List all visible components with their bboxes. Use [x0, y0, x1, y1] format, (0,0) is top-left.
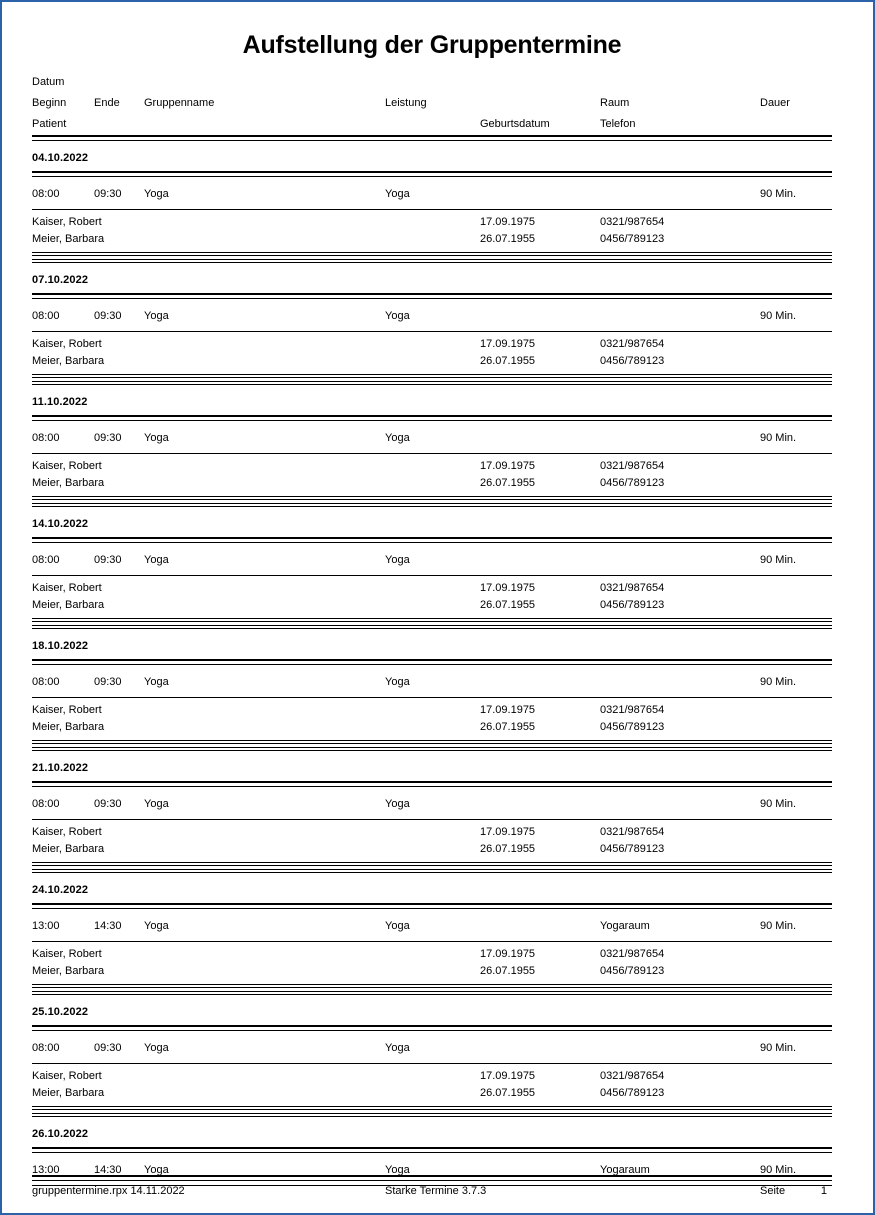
- appointment-dauer: 90 Min.: [760, 1163, 797, 1176]
- header-beginn: Beginn: [32, 96, 67, 109]
- patient-telefon: 0321/987654: [600, 337, 665, 350]
- header-telefon: Telefon: [600, 117, 636, 130]
- patient-name: Meier, Barbara: [32, 598, 105, 611]
- patient-row: [32, 1068, 832, 1085]
- patient-row: [32, 1085, 832, 1102]
- appointment-beginn: 08:00: [32, 187, 60, 200]
- appointment-beginn: 08:00: [32, 431, 60, 444]
- patient-telefon: 0456/789123: [600, 1086, 665, 1099]
- header-gruppenname: Gruppenname: [144, 96, 215, 109]
- patient-geburtsdatum: 26.07.1955: [480, 232, 536, 245]
- patient-geburtsdatum: 26.07.1955: [480, 476, 536, 489]
- group-date: 18.10.2022: [32, 639, 89, 652]
- patient-geburtsdatum: 26.07.1955: [480, 720, 536, 733]
- appointment-ende: 14:30: [94, 1163, 122, 1176]
- patient-row: [32, 824, 832, 841]
- appointment-leistung: Yoga: [385, 1163, 410, 1176]
- appointment-row: [32, 792, 832, 816]
- appointment-gruppenname: Yoga: [144, 553, 169, 566]
- patient-telefon: 0456/789123: [600, 720, 665, 733]
- patient-name: Meier, Barbara: [32, 1086, 105, 1099]
- patient-name: Meier, Barbara: [32, 720, 105, 733]
- patient-geburtsdatum: 17.09.1975: [480, 703, 536, 716]
- group-date: 04.10.2022: [32, 151, 89, 164]
- patient-geburtsdatum: 26.07.1955: [480, 1086, 536, 1099]
- page-content: [32, 2, 832, 1215]
- header-row-datum: [32, 72, 832, 93]
- patient-row: [32, 963, 832, 980]
- appointment-gruppenname: Yoga: [144, 797, 169, 810]
- appointment-group: [32, 507, 832, 629]
- patient-row: [32, 597, 832, 614]
- footer-row: [32, 1181, 832, 1201]
- appointment-beginn: 08:00: [32, 309, 60, 322]
- patient-geburtsdatum: 17.09.1975: [480, 215, 536, 228]
- appointment-dauer: 90 Min.: [760, 675, 797, 688]
- footer-application: Starke Termine 3.7.3: [385, 1185, 487, 1197]
- header-ende: Ende: [94, 96, 120, 109]
- appointment-raum: Yogaraum: [600, 1163, 650, 1176]
- appointment-row: [32, 304, 832, 328]
- appointment-gruppenname: Yoga: [144, 1041, 169, 1054]
- appointment-ende: 09:30: [94, 675, 122, 688]
- group-date: 14.10.2022: [32, 517, 89, 530]
- group-date-row: [32, 635, 832, 657]
- appointment-dauer: 90 Min.: [760, 797, 797, 810]
- appointment-ende: 09:30: [94, 431, 122, 444]
- patient-geburtsdatum: 26.07.1955: [480, 598, 536, 611]
- appointment-group: [32, 263, 832, 385]
- appointment-leistung: Yoga: [385, 553, 410, 566]
- appointment-dauer: 90 Min.: [760, 553, 797, 566]
- patient-telefon: 0456/789123: [600, 232, 665, 245]
- group-date-row: [32, 1123, 832, 1145]
- appointment-dauer: 90 Min.: [760, 919, 797, 932]
- appointment-dauer: 90 Min.: [760, 1041, 797, 1054]
- patient-telefon: 0456/789123: [600, 964, 665, 977]
- patient-telefon: 0321/987654: [600, 215, 665, 228]
- patient-row: [32, 231, 832, 248]
- patient-name: Kaiser, Robert: [32, 459, 102, 472]
- appointment-leistung: Yoga: [385, 797, 410, 810]
- patient-geburtsdatum: 26.07.1955: [480, 354, 536, 367]
- appointment-dauer: 90 Min.: [760, 187, 797, 200]
- appointment-row: [32, 182, 832, 206]
- patient-telefon: 0321/987654: [600, 581, 665, 594]
- patient-telefon: 0321/987654: [600, 947, 665, 960]
- appointment-groups: [32, 141, 832, 1186]
- header-leistung: Leistung: [385, 96, 427, 109]
- appointment-ende: 14:30: [94, 919, 122, 932]
- appointment-beginn: 08:00: [32, 797, 60, 810]
- group-date-row: [32, 757, 832, 779]
- appointment-ende: 09:30: [94, 797, 122, 810]
- patient-name: Kaiser, Robert: [32, 1069, 102, 1082]
- appointment-ende: 09:30: [94, 553, 122, 566]
- patient-row: [32, 336, 832, 353]
- footer-page-number: 1: [820, 1185, 827, 1197]
- header-raum: Raum: [600, 96, 630, 109]
- appointment-beginn: 08:00: [32, 553, 60, 566]
- appointment-leistung: Yoga: [385, 309, 410, 322]
- patient-row: [32, 580, 832, 597]
- patient-telefon: 0456/789123: [600, 842, 665, 855]
- patient-telefon: 0321/987654: [600, 459, 665, 472]
- patient-row: [32, 719, 832, 736]
- patient-row: [32, 214, 832, 231]
- appointment-beginn: 13:00: [32, 1163, 60, 1176]
- patient-telefon: 0456/789123: [600, 598, 665, 611]
- appointment-beginn: 08:00: [32, 675, 60, 688]
- appointment-gruppenname: Yoga: [144, 309, 169, 322]
- appointment-group: [32, 141, 832, 263]
- patient-name: Meier, Barbara: [32, 476, 105, 489]
- patient-name: Kaiser, Robert: [32, 825, 102, 838]
- patient-geburtsdatum: 17.09.1975: [480, 1069, 536, 1082]
- appointment-leistung: Yoga: [385, 675, 410, 688]
- appointment-ende: 09:30: [94, 1041, 122, 1054]
- page-title: Aufstellung der Gruppentermine: [242, 31, 622, 59]
- header-patient: Patient: [32, 117, 67, 130]
- patient-row: [32, 702, 832, 719]
- appointment-gruppenname: Yoga: [144, 675, 169, 688]
- appointment-row: [32, 426, 832, 450]
- appointment-leistung: Yoga: [385, 187, 410, 200]
- patient-telefon: 0456/789123: [600, 476, 665, 489]
- footer-page-label: Seite: [760, 1185, 786, 1197]
- group-date: 25.10.2022: [32, 1005, 89, 1018]
- appointment-beginn: 08:00: [32, 1041, 60, 1054]
- patient-telefon: 0456/789123: [600, 354, 665, 367]
- appointment-dauer: 90 Min.: [760, 431, 797, 444]
- appointment-leistung: Yoga: [385, 1041, 410, 1054]
- table-column-headers: [32, 72, 832, 135]
- patient-telefon: 0321/987654: [600, 1069, 665, 1082]
- patient-geburtsdatum: 26.07.1955: [480, 964, 536, 977]
- group-date: 11.10.2022: [32, 395, 88, 408]
- appointment-gruppenname: Yoga: [144, 187, 169, 200]
- group-date-row: [32, 879, 832, 901]
- patient-geburtsdatum: 17.09.1975: [480, 581, 536, 594]
- patient-row: [32, 841, 832, 858]
- appointment-gruppenname: Yoga: [144, 1163, 169, 1176]
- patient-name: Meier, Barbara: [32, 964, 105, 977]
- group-date-row: [32, 147, 832, 169]
- patient-telefon: 0321/987654: [600, 825, 665, 838]
- header-dauer: Dauer: [760, 96, 790, 109]
- patient-geburtsdatum: 17.09.1975: [480, 337, 536, 350]
- appointment-group: [32, 751, 832, 873]
- header-row-patient: [32, 114, 832, 135]
- patient-name: Kaiser, Robert: [32, 947, 102, 960]
- appointment-group: [32, 385, 832, 507]
- group-date: 26.10.2022: [32, 1127, 89, 1140]
- group-date-row: [32, 513, 832, 535]
- patient-row: [32, 475, 832, 492]
- header-geburtsdatum: Geburtsdatum: [480, 117, 550, 130]
- patient-name: Kaiser, Robert: [32, 215, 102, 228]
- appointment-beginn: 13:00: [32, 919, 60, 932]
- patient-geburtsdatum: 17.09.1975: [480, 459, 536, 472]
- patient-name: Meier, Barbara: [32, 842, 105, 855]
- header-datum: Datum: [32, 75, 65, 88]
- patient-geburtsdatum: 17.09.1975: [480, 947, 536, 960]
- appointment-ende: 09:30: [94, 309, 122, 322]
- group-date-row: [32, 391, 832, 413]
- patient-name: Kaiser, Robert: [32, 581, 102, 594]
- page-footer: [32, 1175, 832, 1201]
- patient-name: Meier, Barbara: [32, 354, 105, 367]
- appointment-row: [32, 1036, 832, 1060]
- appointment-leistung: Yoga: [385, 919, 410, 932]
- appointment-gruppenname: Yoga: [144, 919, 169, 932]
- appointment-group: [32, 995, 832, 1117]
- appointment-row: [32, 670, 832, 694]
- patient-row: [32, 946, 832, 963]
- appointment-group: [32, 873, 832, 995]
- patient-geburtsdatum: 26.07.1955: [480, 842, 536, 855]
- appointment-row: [32, 548, 832, 572]
- patient-name: Kaiser, Robert: [32, 337, 102, 350]
- header-row-appointment: [32, 93, 832, 114]
- group-date: 21.10.2022: [32, 761, 89, 774]
- appointment-gruppenname: Yoga: [144, 431, 169, 444]
- group-date-row: [32, 1001, 832, 1023]
- patient-telefon: 0321/987654: [600, 703, 665, 716]
- appointment-dauer: 90 Min.: [760, 309, 797, 322]
- group-date: 07.10.2022: [32, 273, 89, 286]
- patient-name: Meier, Barbara: [32, 232, 105, 245]
- group-date: 24.10.2022: [32, 883, 89, 896]
- group-date-row: [32, 269, 832, 291]
- appointment-leistung: Yoga: [385, 431, 410, 444]
- patient-row: [32, 458, 832, 475]
- patient-name: Kaiser, Robert: [32, 703, 102, 716]
- appointment-ende: 09:30: [94, 187, 122, 200]
- footer-report-file: gruppentermine.rpx 14.11.2022: [32, 1185, 185, 1197]
- patient-geburtsdatum: 17.09.1975: [480, 825, 536, 838]
- appointment-group: [32, 629, 832, 751]
- appointment-row: [32, 914, 832, 938]
- patient-row: [32, 353, 832, 370]
- appointment-raum: Yogaraum: [600, 919, 650, 932]
